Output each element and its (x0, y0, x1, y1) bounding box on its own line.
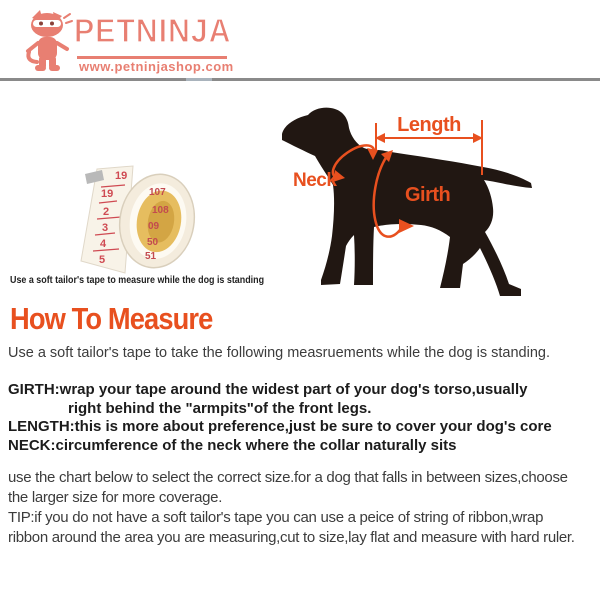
neck-definition: NECK:circumference of the neck where the collar naturally sits (8, 436, 457, 454)
dog-measurement-diagram (275, 94, 535, 306)
measurement-definitions (8, 381, 552, 455)
tip-line: ribbon around the area you are measuring,cut to size,lay flat and measure with hard ruler. (8, 529, 575, 546)
tailor-tape-illustration (75, 163, 200, 275)
tape-number: 3 (102, 222, 109, 234)
header-divider (0, 78, 600, 81)
tape-number: 19 (101, 188, 114, 200)
ninja-cat-icon (24, 10, 76, 74)
girth-label: Girth (405, 184, 451, 206)
tape-number: 51 (145, 251, 157, 262)
intro-text: Use a soft tailor's tape to take the following measruements while the dog is standing. (8, 345, 550, 361)
tape-number: 19 (115, 170, 128, 182)
tip-line: use the chart below to select the correct size.for a dog that falls in between sizes,choose (8, 469, 568, 486)
brand-name: PETNINJA (74, 12, 232, 49)
tape-number: 09 (148, 221, 160, 232)
tape-number: 2 (103, 206, 110, 218)
header-divider-accent (186, 78, 212, 81)
brand-logo (22, 8, 252, 76)
page-title: How To Measure (10, 301, 213, 336)
tape-number: 108 (152, 205, 169, 216)
tip-line: TIP:if you do not have a soft tailor's tape you can use a peice of string of ribbon,wrap (8, 509, 544, 526)
length-label: Length (397, 114, 461, 136)
length-definition: LENGTH:this is more about preference,just be sure to cover your dog's core (8, 418, 552, 435)
tape-number: 107 (149, 187, 166, 198)
tape-number: 4 (100, 238, 107, 250)
tape-caption: Use a soft tailor's tape to measure while the dog is standing (10, 274, 265, 286)
sizing-tips (8, 468, 575, 548)
tape-number: 50 (147, 237, 159, 248)
website-url: www.petninjashop.com (79, 59, 234, 74)
girth-definition: GIRTH:wrap your tape around the widest part of your dog's torso,usually (8, 381, 528, 398)
tip-line: the larger size for more coverage. (8, 489, 223, 506)
tape-number: 5 (99, 254, 106, 266)
neck-label: Neck (293, 170, 337, 191)
girth-definition-cont: right behind the "armpits"of the front legs. (68, 399, 372, 417)
